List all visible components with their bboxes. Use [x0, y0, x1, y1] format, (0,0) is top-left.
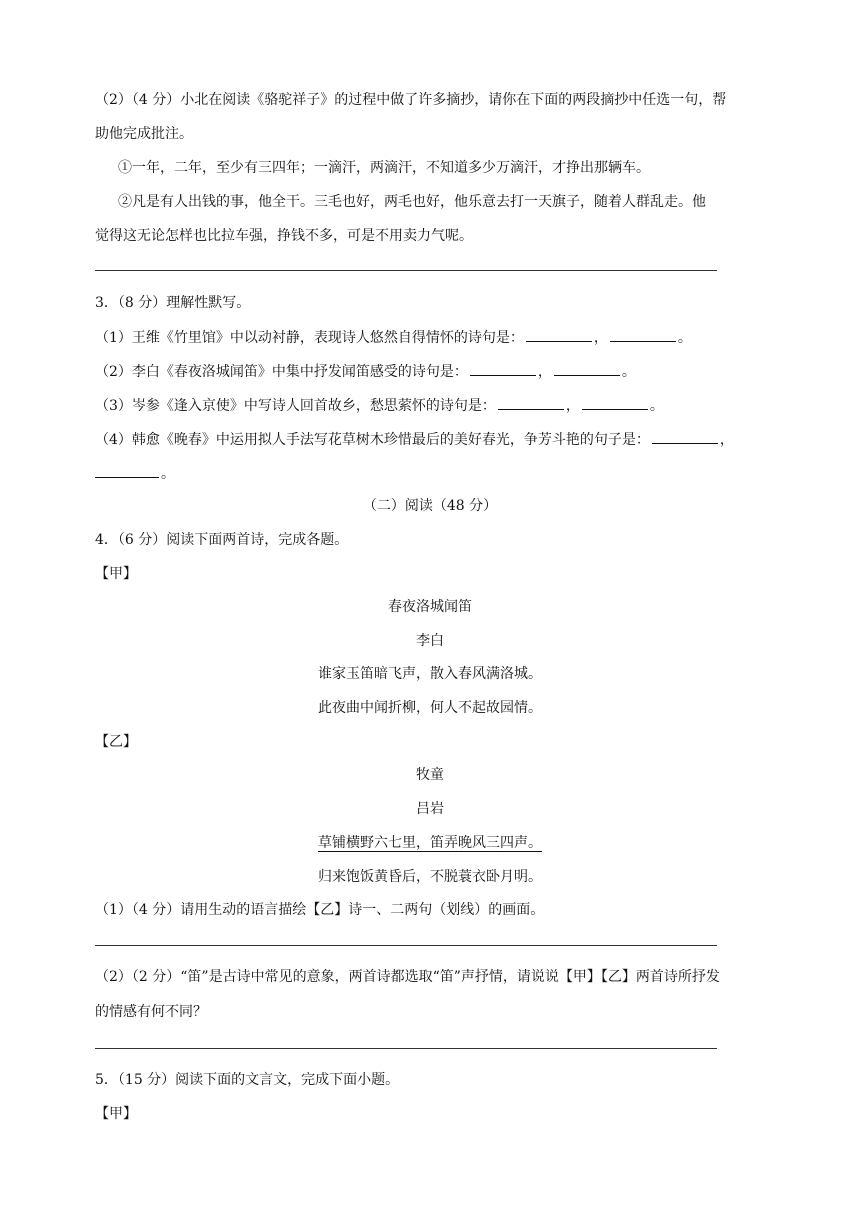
answer-line[interactable]	[95, 1048, 717, 1049]
answer-blank[interactable]	[610, 327, 676, 342]
comma: ，	[537, 364, 552, 380]
section-title: （二）阅读（48 分）	[362, 498, 498, 514]
period: 。	[677, 330, 692, 346]
period: 。	[621, 364, 636, 380]
poem1-author: 李白	[416, 633, 444, 649]
period: 。	[161, 466, 175, 482]
poem1-line2: 此夜曲中闻折柳，何人不起故园情。	[318, 700, 542, 716]
q5-label-jia: 【甲】	[95, 1106, 137, 1122]
q3-item-2	[95, 361, 636, 382]
excerpt-2-line2: 觉得这无论怎样也比拉车强，挣钱不多，可是不用卖力气呢。	[95, 228, 473, 244]
answer-line[interactable]	[95, 270, 717, 271]
poem2-line2: 归来饱饭黄昏后，不脱蓑衣卧月明。	[318, 869, 542, 885]
q2-2-prompt-line1: （2）（4 分）小北在阅读《骆驼祥子》的过程中做了许多摘抄，请你在下面的两段摘抄中任选一句，帮	[95, 92, 727, 108]
poem2-title: 牧童	[416, 767, 444, 783]
answer-blank[interactable]	[470, 361, 536, 376]
answer-blank[interactable]	[95, 463, 159, 478]
comma: ，	[593, 330, 608, 346]
answer-blank[interactable]	[526, 327, 592, 342]
poem2-author: 吕岩	[416, 801, 444, 817]
answer-blank[interactable]	[582, 395, 648, 410]
excerpt-2-line1: ②凡是有人出钱的事，他全干。三毛也好，两毛也好，他乐意去打一天旗子，随着人群乱走。他	[118, 194, 706, 210]
q4-sub2-line1: （2）（2 分）“笛”是古诗中常见的意象，两首诗都选取“笛”声抒情，请说说【甲】【乙】两首诗所抒发	[95, 969, 720, 985]
q3-item-1	[95, 327, 692, 348]
q3-title: 3．（8 分）理解性默写。	[95, 295, 251, 311]
q3-item-3-text: （3）岑参《逢入京使》中写诗人回首故乡，愁思萦怀的诗句是：	[95, 398, 496, 414]
q2-2-prompt-line2: 助他完成批注。	[95, 126, 193, 142]
label-yi: 【乙】	[95, 734, 137, 750]
q3-item-2-text: （2）李白《春夜洛城闻笛》中集中抒发闻笛感受的诗句是：	[95, 364, 468, 380]
label-jia: 【甲】	[95, 566, 137, 582]
answer-line[interactable]	[95, 945, 717, 946]
q3-item-4-text: （4）韩愈《晚春》中运用拟人手法写花草树木珍惜最后的美好春光，争芳斗艳的句子是：	[95, 432, 650, 448]
q4-sub2-line2: 的情感有何不同？	[95, 1004, 207, 1020]
period: 。	[649, 398, 664, 414]
excerpt-1: ①一年，二年，至少有三四年；一滴汗，两滴汗，不知道多少万滴汗，才挣出那辆车。	[118, 160, 650, 176]
q3-item-1-text: （1）王维《竹里馆》中以动衬静，表现诗人悠然自得情怀的诗句是：	[95, 330, 524, 346]
q3-item-3	[95, 395, 664, 416]
poem2-line1-underlined: 草铺横野六七里，笛弄晚风三四声。	[318, 835, 542, 851]
answer-blank[interactable]	[554, 361, 620, 376]
q4-title: 4．（6 分）阅读下面两首诗，完成各题。	[95, 532, 349, 548]
comma: ，	[719, 432, 734, 448]
q3-item-4	[95, 429, 734, 450]
poem2-line1	[0, 833, 860, 853]
poem1-line1: 谁家玉笛暗飞声，散入春风满洛城。	[318, 666, 542, 682]
q3-item-4-cont	[95, 463, 175, 484]
poem1-title: 春夜洛城闻笛	[388, 599, 472, 615]
answer-blank[interactable]	[652, 429, 718, 444]
q4-sub1: （1）（4 分）请用生动的语言描绘【乙】诗一、二两句（划线）的画面。	[95, 902, 545, 918]
comma: ，	[565, 398, 580, 414]
answer-blank[interactable]	[498, 395, 564, 410]
q5-title: 5．（15 分）阅读下面的文言文，完成下面小题。	[95, 1072, 400, 1088]
